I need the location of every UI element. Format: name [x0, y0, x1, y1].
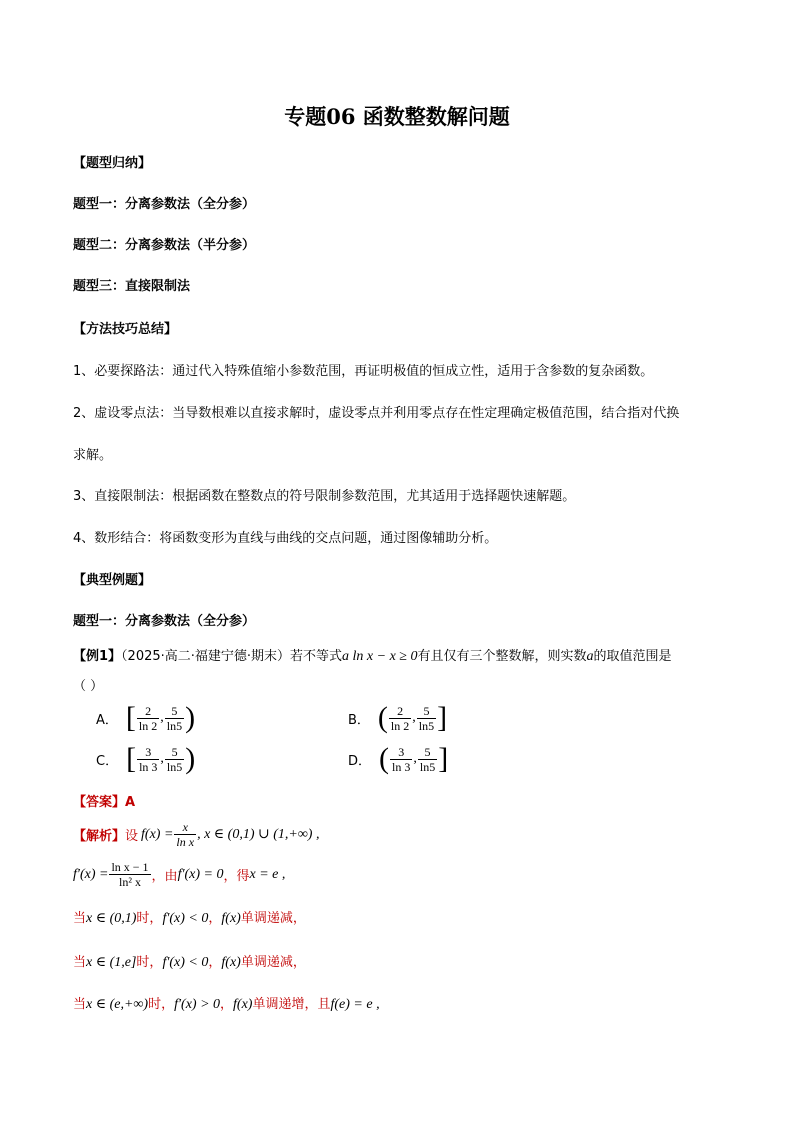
answer: 【答案】A [73, 795, 136, 810]
option-c[interactable]: C． [ $\frac{3}{\ln 3}$ , $\frac{5}{\ln 5}$ ) [96, 742, 196, 775]
stem-end: 的取值范围是 [593, 649, 672, 664]
stem-post: 有且仅有三个整数解，则实数 [417, 649, 587, 664]
types-header: 【题型归纳】 [73, 156, 152, 171]
examples-header: 【典型例题】 [73, 573, 152, 588]
page-title: 专题06 函数整数解问题 [284, 104, 510, 129]
method-2: 2、虚设零点法：当导数根难以直接求解时，虚设零点并利用零点存在性定理确定极值范围，结合指对代换 [73, 406, 680, 421]
methods-header: 【方法技巧总结】 [73, 322, 178, 337]
type3-heading: 题型三：直接限制法 [73, 279, 191, 294]
example1-stem [73, 645, 672, 665]
option-b[interactable]: B． ( $\frac{2}{\ln 2}$ , $\frac{5}{\ln 5}$ ] [348, 701, 448, 734]
analysis-line-3: 当x ∈ (0,1)时，f′(x) < 0，f(x)单调递减， [73, 911, 306, 926]
method-1: 1、必要探路法：通过代入特殊值缩小参数范围，再证明极值的恒成立性，适用于含参数的复杂函数。 [73, 364, 654, 379]
option-d[interactable]: D． ( $\frac{3}{\ln 3}$ , $\frac{5}{\ln 5}$ ] [348, 742, 449, 775]
example-source: （2025·高二·福建宁德·期末） [121, 649, 291, 664]
method-3: 3、直接限制法：根据函数在整数点的符号限制参数范围，尤其适用于选择题快速解题。 [73, 489, 576, 504]
analysis-line-1: 【解析】 设 f(x) = $\frac{x}{\text{ln x}}$ , x ∈ (0,1) ∪ (1,+∞) , [73, 820, 320, 849]
option-a[interactable]: A． [ $\frac{2}{\ln 2}$ , $\frac{5}{\ln 5}$ ) [96, 701, 196, 734]
inequality: a ln x − x ≥ 0 [342, 649, 418, 664]
type2-heading: 题型二：分离参数法（半分参） [73, 238, 256, 253]
method-4: 4、数形结合：将函数变形为直线与曲线的交点问题，通过图像辅助分析。 [73, 531, 498, 546]
stem-pre: 若不等式 [290, 649, 343, 664]
type1-heading: 题型一：分离参数法（全分参） [73, 197, 256, 212]
method-2-cont: 求解。 [73, 448, 113, 463]
analysis-line-2: f′(x) = $\frac{\text{ln x − 1}}{\text{ln² x}}$ ，由 f′(x) = 0 ，得 x = e , [73, 860, 286, 889]
example-type1-heading: 题型一：分离参数法（全分参） [73, 614, 256, 629]
example-tag: 【例1】 [73, 649, 122, 664]
analysis-line-5: 当x ∈ (e,+∞)时，f′(x) > 0，f(x)单调递增，且f(e) = e , [73, 997, 380, 1012]
var-a: a [586, 649, 594, 664]
analysis-line-4: 当x ∈ (1,e]时，f′(x) < 0，f(x)单调递减， [73, 955, 306, 970]
answer-paren: （ ） [73, 679, 104, 694]
